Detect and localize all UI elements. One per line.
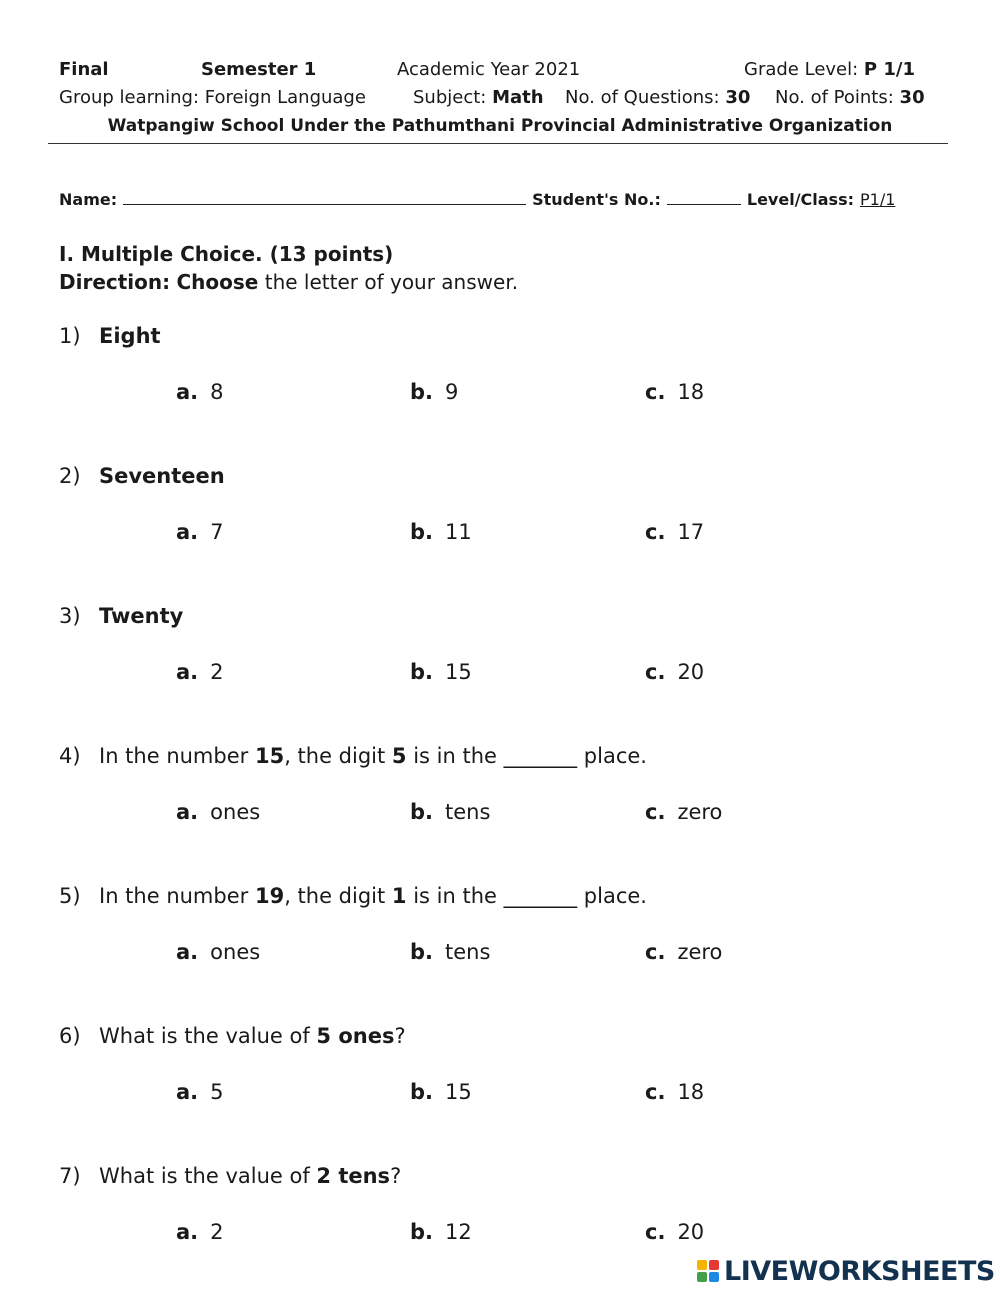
logo-square-icon xyxy=(709,1260,719,1270)
option-letter: a. xyxy=(176,1080,199,1104)
answer-option[interactable] xyxy=(176,800,260,824)
logo-text: LIVEWORKSHEETS xyxy=(724,1255,995,1287)
point-count xyxy=(775,87,925,109)
question-text: ? xyxy=(394,1024,406,1048)
question-text: Twenty xyxy=(99,604,184,628)
question-text: 15 xyxy=(254,744,285,768)
question-text: In the number xyxy=(99,884,255,908)
logo-mark-icon xyxy=(697,1260,719,1282)
question-4 xyxy=(59,744,647,768)
direction-text: the letter of your answer. xyxy=(258,270,519,294)
option-value: 18 xyxy=(677,1080,705,1104)
question-text: , the digit xyxy=(284,744,392,768)
answer-option[interactable] xyxy=(176,520,224,544)
question-text: What is the value of xyxy=(99,1024,317,1048)
grade-level-label: Grade Level: xyxy=(744,59,864,80)
option-value: 18 xyxy=(677,380,705,404)
option-letter: b. xyxy=(410,380,434,404)
subject xyxy=(413,87,544,109)
question-number: 4) xyxy=(59,744,81,768)
question-7 xyxy=(59,1164,401,1188)
question-text: 1 xyxy=(391,884,407,908)
question-3 xyxy=(59,604,183,628)
subject-value: Math xyxy=(492,87,544,108)
option-value: 8 xyxy=(210,380,224,404)
option-letter: b. xyxy=(410,800,434,824)
option-letter: a. xyxy=(176,660,199,684)
direction-label: Direction: xyxy=(59,270,171,294)
student-number-label: Student's No.: xyxy=(532,190,661,209)
option-letter: a. xyxy=(176,800,199,824)
option-letter: b. xyxy=(410,660,434,684)
option-letter: b. xyxy=(410,1080,434,1104)
option-letter: b. xyxy=(410,520,434,544)
answer-option[interactable] xyxy=(410,380,458,404)
question-1 xyxy=(59,324,161,348)
question-text: What is the value of xyxy=(99,1164,317,1188)
answer-option[interactable] xyxy=(410,940,490,964)
question-5 xyxy=(59,884,647,908)
option-value: 2 xyxy=(210,1220,224,1244)
option-letter: c. xyxy=(645,1220,666,1244)
option-value: 15 xyxy=(445,660,472,684)
answer-option[interactable] xyxy=(410,1220,472,1244)
section-direction xyxy=(59,268,518,296)
question-number: 7) xyxy=(59,1164,81,1188)
option-letter: c. xyxy=(645,1080,666,1104)
section-title: I. Multiple Choice. (13 points) xyxy=(59,242,394,266)
question-text: ? xyxy=(390,1164,402,1188)
option-value: 20 xyxy=(677,1220,705,1244)
exam-type: Final xyxy=(59,59,109,80)
class-label: Level/Class: xyxy=(746,190,854,209)
option-value: 5 xyxy=(210,1080,224,1104)
option-letter: c. xyxy=(645,520,666,544)
option-value: zero xyxy=(677,940,723,964)
answer-option[interactable] xyxy=(176,380,224,404)
option-letter: c. xyxy=(645,660,666,684)
question-text: 2 tens xyxy=(316,1164,391,1188)
question-count xyxy=(565,87,750,109)
option-value: 11 xyxy=(445,520,472,544)
question-number: 1) xyxy=(59,324,81,348)
point-count-label: No. of Points: xyxy=(775,87,900,108)
answer-option[interactable] xyxy=(410,1080,472,1104)
question-text: is in the _______ place. xyxy=(406,744,647,768)
option-value: ones xyxy=(210,800,261,824)
question-6 xyxy=(59,1024,406,1048)
answer-option[interactable] xyxy=(176,1220,224,1244)
option-letter: a. xyxy=(176,940,199,964)
school-name: Watpangiw School Under the Pathumthani Provincial Administrative Organization xyxy=(107,116,893,136)
answer-option[interactable] xyxy=(645,660,704,684)
logo-square-icon xyxy=(709,1272,719,1282)
answer-option[interactable] xyxy=(176,940,260,964)
answer-option[interactable] xyxy=(176,660,224,684)
option-value: 12 xyxy=(445,1220,472,1244)
option-value: ones xyxy=(210,940,261,964)
class-value: P1/1 xyxy=(860,190,896,209)
question-text: is in the _______ place. xyxy=(406,884,647,908)
logo-square-icon xyxy=(697,1260,707,1270)
answer-option[interactable] xyxy=(410,800,490,824)
answer-option[interactable] xyxy=(410,660,472,684)
option-value: zero xyxy=(677,800,723,824)
option-value: 7 xyxy=(210,520,224,544)
question-text: In the number xyxy=(99,744,255,768)
grade-level xyxy=(744,59,915,81)
question-text: Seventeen xyxy=(99,464,225,488)
question-number: 3) xyxy=(59,604,81,628)
question-text: , the digit xyxy=(284,884,392,908)
question-text: 5 xyxy=(391,744,407,768)
question-2 xyxy=(59,464,225,488)
option-letter: c. xyxy=(645,940,666,964)
answer-option[interactable] xyxy=(645,380,704,404)
option-value: 20 xyxy=(677,660,705,684)
option-value: 17 xyxy=(677,520,705,544)
group-learning: Group learning: Foreign Language xyxy=(59,87,366,108)
direction-verb: Choose xyxy=(176,270,259,294)
option-letter: c. xyxy=(645,380,666,404)
answer-option[interactable] xyxy=(410,520,472,544)
grade-level-value: P 1/1 xyxy=(863,59,915,80)
option-value: 15 xyxy=(445,1080,472,1104)
option-letter: a. xyxy=(176,1220,199,1244)
logo-square-icon xyxy=(697,1272,707,1282)
answer-option[interactable] xyxy=(645,800,722,824)
question-number: 2) xyxy=(59,464,81,488)
answer-option[interactable] xyxy=(645,1220,704,1244)
question-text: 19 xyxy=(254,884,285,908)
answer-option[interactable] xyxy=(645,1080,704,1104)
name-blank[interactable] xyxy=(123,190,526,205)
option-letter: b. xyxy=(410,940,434,964)
question-count-label: No. of Questions: xyxy=(565,87,726,108)
option-value: tens xyxy=(445,800,491,824)
question-number: 5) xyxy=(59,884,81,908)
academic-year: Academic Year 2021 xyxy=(397,59,581,80)
semester: Semester 1 xyxy=(201,59,317,80)
question-count-value: 30 xyxy=(725,87,751,108)
subject-label: Subject: xyxy=(413,87,493,108)
student-number-blank[interactable] xyxy=(667,190,741,205)
question-number: 6) xyxy=(59,1024,81,1048)
option-letter: b. xyxy=(410,1220,434,1244)
option-letter: a. xyxy=(176,520,199,544)
name-label: Name: xyxy=(59,190,118,209)
answer-option[interactable] xyxy=(645,940,722,964)
point-count-value: 30 xyxy=(899,87,925,108)
header-divider xyxy=(48,143,948,144)
liveworksheets-logo xyxy=(697,1255,995,1287)
question-text: 5 ones xyxy=(316,1024,395,1048)
option-value: 9 xyxy=(445,380,459,404)
option-letter: a. xyxy=(176,380,199,404)
answer-option[interactable] xyxy=(176,1080,224,1104)
option-value: 2 xyxy=(210,660,224,684)
question-text: Eight xyxy=(99,324,161,348)
answer-option[interactable] xyxy=(645,520,704,544)
option-letter: c. xyxy=(645,800,666,824)
student-info-row xyxy=(59,190,895,209)
option-value: tens xyxy=(445,940,491,964)
